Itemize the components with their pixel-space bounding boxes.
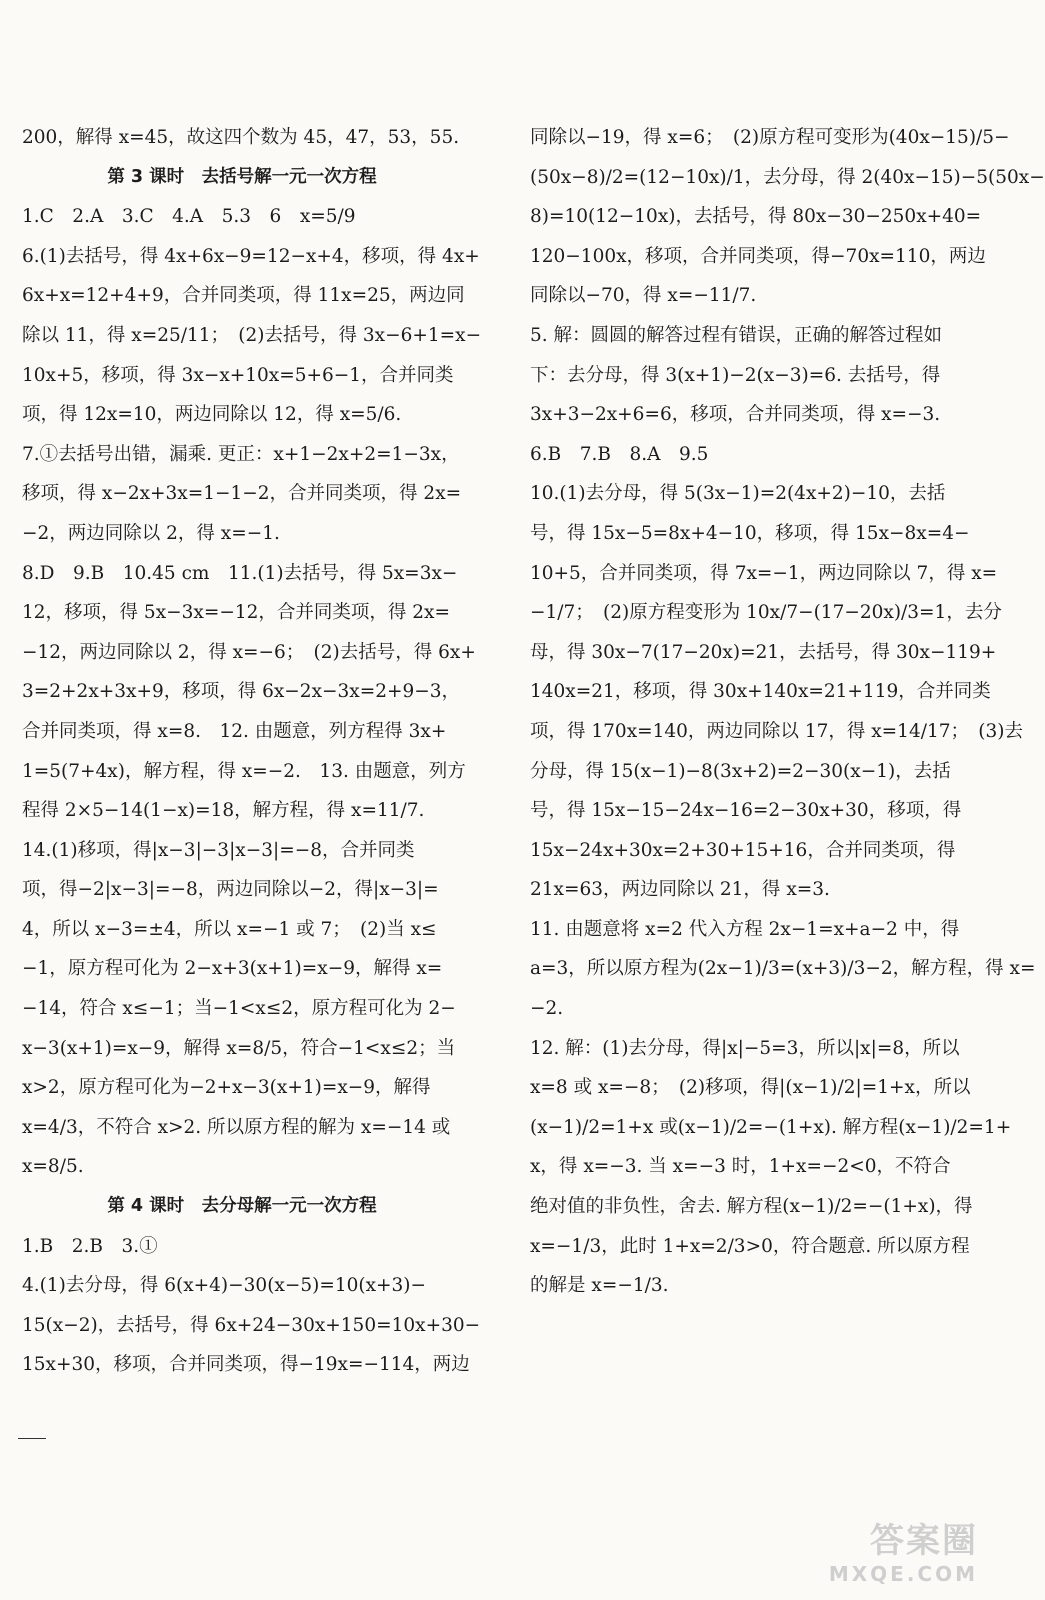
left-line: 程得 2×5−14(1−x)=18，解方程，得 x=11/7. [22,800,425,822]
footer-rule [18,1438,46,1439]
left-line: 合并同类项，得 x=8. 12. 由题意，列方程得 3x+ [22,720,447,742]
right-line: (50x−8)/2=(12−10x)/1，去分母，得 2(40x−15)−5(50x− [530,166,1045,188]
left-line: 6x+x=12+4+9，合并同类项，得 11x=25，两边同 [22,285,465,307]
left-line: 15(x−2)，去括号，得 6x+24−30x+150=10x+30− [22,1314,481,1336]
right-column [530,118,1045,1306]
left-line: −1，原方程可化为 2−x+3(x+1)=x−9，解得 x= [22,958,443,980]
left-line: 1.C 2.A 3.C 4.A 5.3 6 x=5/9 [22,206,356,228]
right-line: 15x−24x+30x=2+30+15+16，合并同类项，得 [530,839,956,861]
right-line: −1/7； (2)原方程变形为 10x/7−(17−20x)/3=1，去分 [530,602,1002,624]
left-line: 项，得−2|x−3|=−8，两边同除以−2，得|x−3|= [22,879,439,901]
left-line: 第 4 课时 去分母解一元一次方程 [107,1196,377,1217]
right-line: 12. 解：(1)去分母，得|x|−5=3，所以|x|=8，所以 [530,1037,960,1059]
left-line: 8.D 9.B 10.45 cm 11.(1)去括号，得 5x=3x− [22,562,458,584]
right-line: (x−1)/2=1+x 或(x−1)/2=−(1+x). 解方程(x−1)/2=1+ [530,1116,1012,1138]
left-line: 15x+30，移项，合并同类项，得−19x=−114，两边 [22,1354,470,1376]
right-line: 号，得 15x−15−24x−16=2−30x+30，移项，得 [530,800,962,822]
left-line: −12，两边同除以 2，得 x=−6； (2)去括号，得 6x+ [22,641,476,663]
left-line: −2，两边同除以 2，得 x=−1. [22,522,280,544]
right-line: x=8 或 x=−8； (2)移项，得|(x−1)/2|=1+x，所以 [530,1077,971,1099]
left-line: 4，所以 x−3=±4，所以 x=−1 或 7； (2)当 x≤ [22,918,437,940]
right-line: x，得 x=−3. 当 x=−3 时，1+x=−2<0，不符合 [530,1156,951,1178]
right-line: x=−1/3，此时 1+x=2/3>0，符合题意. 所以原方程 [530,1235,970,1257]
watermark [829,1513,978,1586]
left-line: x>2，原方程可化为−2+x−3(x+1)=x−9，解得 [22,1077,431,1099]
left-line: x=8/5. [22,1156,84,1178]
left-line: 14.(1)移项，得|x−3|−3|x−3|=−8，合并同类 [22,839,415,861]
left-line: x−3(x+1)=x−9，解得 x=8/5，符合−1<x≤2；当 [22,1037,456,1059]
right-line: 同除以−19，得 x=6； (2)原方程可变形为(40x−15)/5− [530,127,1010,148]
left-line: 4.(1)去分母，得 6(x+4)−30(x−5)=10(x+3)− [22,1275,427,1297]
right-line: 母，得 30x−7(17−20x)=21，去括号，得 30x−119+ [530,641,997,663]
left-line: 移项，得 x−2x+3x=1−1−2，合并同类项，得 2x= [22,483,462,505]
watermark-logo: 答案圈 [870,1521,978,1561]
right-line: 项，得 170x=140，两边同除以 17，得 x=14/17； (3)去 [530,720,1023,742]
right-line: 120−100x，移项，合并同类项，得−70x=110，两边 [530,245,986,267]
right-line: 8)=10(12−10x)，去括号，得 80x−30−250x+40= [530,206,982,228]
left-line: 除以 11，得 x=25/11； (2)去括号，得 3x−6+1=x− [22,324,482,346]
left-line: 6.(1)去括号，得 4x+6x−9=12−x+4，移项，得 4x+ [22,245,480,267]
left-column [22,118,482,1385]
right-line: 下：去分母，得 3(x+1)−2(x−3)=6. 去括号，得 [530,364,941,386]
right-line: −2. [530,998,564,1020]
left-line: 第 3 课时 去括号解一元一次方程 [107,166,377,187]
left-line: 200，解得 x=45，故这四个数为 45，47，53，55. [22,127,460,148]
right-line: 6.B 7.B 8.A 9.5 [530,443,709,465]
right-line: 140x=21，移项，得 30x+140x=21+119，合并同类 [530,681,991,703]
right-line: 号，得 15x−5=8x+4−10，移项，得 15x−8x=4− [530,522,970,544]
left-line: 10x+5，移项，得 3x−x+10x=5+6−1，合并同类 [22,364,454,386]
left-line: −14，符合 x≤−1；当−1<x≤2，原方程可化为 2− [22,998,456,1020]
left-line: 项，得 12x=10，两边同除以 12，得 x=5/6. [22,404,402,426]
right-line: 11. 由题意将 x=2 代入方程 2x−1=x+a−2 中，得 [530,918,960,940]
right-line: 分母，得 15(x−1)−8(3x+2)=2−30(x−1)，去括 [530,760,951,782]
right-line: 的解是 x=−1/3. [530,1275,669,1297]
right-line: 10.(1)去分母，得 5(3x−1)=2(4x+2)−10，去括 [530,483,946,505]
left-line: 1=5(7+4x)，解方程，得 x=−2. 13. 由题意，列方 [22,760,466,782]
left-line: 12，移项，得 5x−3x=−12，合并同类项，得 2x= [22,602,450,624]
right-line: 3x+3−2x+6=6，移项，合并同类项，得 x=−3. [530,404,941,426]
right-line: 5. 解：圆圆的解答过程有错误，正确的解答过程如 [530,324,943,346]
watermark-url: MXQE.COM [828,1562,978,1586]
right-line: a=3，所以原方程为(2x−1)/3=(x+3)/3−2，解方程，得 x= [530,958,1036,980]
right-line: 10+5，合并同类项，得 7x=−1，两边同除以 7，得 x= [530,562,998,584]
left-line: 3=2+2x+3x+9，移项，得 6x−2x−3x=2+9−3， [22,681,461,703]
left-line: x=4/3，不符合 x>2. 所以原方程的解为 x=−14 或 [22,1116,451,1138]
left-line: 7.①去括号出错，漏乘. 更正：x+1−2x+2=1−3x， [22,443,460,465]
right-line: 21x=63，两边同除以 21，得 x=3. [530,879,830,901]
left-line: 1.B 2.B 3.① [22,1235,158,1257]
right-line: 同除以−70，得 x=−11/7. [530,285,757,307]
right-line: 绝对值的非负性，舍去. 解方程(x−1)/2=−(1+x)，得 [530,1196,973,1218]
